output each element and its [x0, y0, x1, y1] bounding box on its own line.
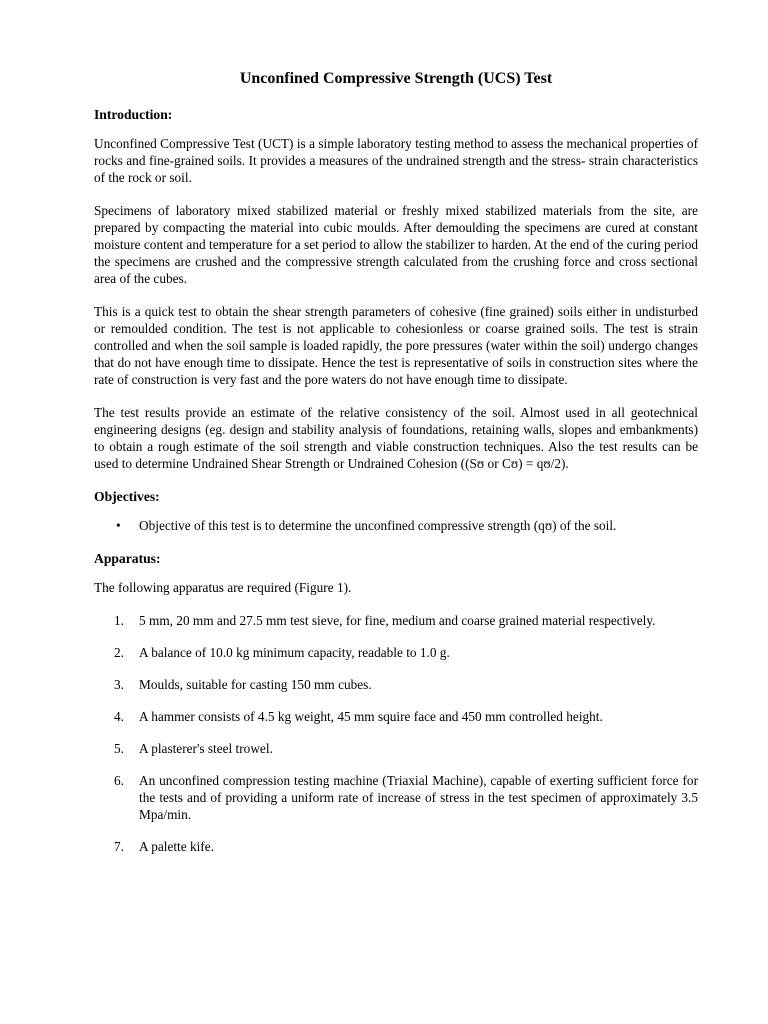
- apparatus-item-text: A hammer consists of 4.5 kg weight, 45 mm squire face and 450 mm controlled height.: [139, 709, 603, 724]
- document-title: Unconfined Compressive Strength (UCS) Test: [239, 70, 553, 87]
- apparatus-item: [94, 708, 698, 725]
- introduction-paragraph-3: This is a quick test to obtain the shear strength parameters of cohesive (fine grained) soils either in undisturbed or remoulded condition. The test is not applicable to cohesionless or coarse grained soils. The test is strain controlled and when the soil sample is loaded rapidly, the pore pressures (water within the soil) undergo changes that do not have enough time to dissipate. Hence the test is representative of soils in construction sites where the rate of construction is very fast and the pore waters do not have enough time to dissipate.: [94, 304, 698, 387]
- apparatus-item-number: 7.: [114, 839, 124, 854]
- apparatus-item-number: 1.: [114, 613, 124, 628]
- apparatus-item-text: Moulds, suitable for casting 150 mm cubes.: [139, 677, 372, 692]
- apparatus-item: [94, 612, 698, 629]
- apparatus-item-number: 5.: [114, 741, 124, 756]
- objectives-heading: Objectives:: [94, 489, 160, 504]
- apparatus-item-text: A balance of 10.0 kg minimum capacity, readable to 1.0 g.: [139, 645, 450, 660]
- document-page: [94, 68, 698, 870]
- apparatus-item-text: An unconfined compression testing machine (Triaxial Machine), capable of exerting sufficient force for the tests and of providing a uniform rate of increase of stress in the test specimen of approximately 3.5 Mpa/min.: [139, 773, 698, 822]
- apparatus-item-number: 2.: [114, 645, 124, 660]
- apparatus-list: [94, 612, 698, 855]
- objective-text: Objective of this test is to determine the unconfined compressive strength (qʊ) of the soil.: [139, 518, 617, 533]
- introduction-paragraph-4: The test results provide an estimate of the relative consistency of the soil. Almost used in all geotechnical engineering designs (eg. design and stability analysis of foundations, retaining walls, slopes and embankments) to obtain a rough estimate of the soil strength and viable construction techniques. Also the test results can be used to determine Undrained Shear Strength or Undrained Cohesion ((Sʊ or Cʊ) = qʊ/2).: [94, 405, 698, 471]
- apparatus-item: [94, 676, 698, 693]
- apparatus-heading: Apparatus:: [94, 551, 161, 566]
- introduction-heading: Introduction:: [94, 107, 173, 122]
- introduction-paragraph-2: Specimens of laboratory mixed stabilized material or freshly mixed stabilized materials from the site, are prepared by compacting the material into cubic moulds. After demoulding the specimens are cured at constant moisture content and temperature for a set period to allow the stabilizer to harden. At the end of the curing period the specimens are crushed and the compressive strength calculated from the crushing force and cross sectional area of the cubes.: [94, 203, 698, 286]
- objective-item: [94, 517, 698, 534]
- apparatus-item: [94, 644, 698, 661]
- apparatus-item-text: A plasterer's steel trowel.: [139, 741, 273, 756]
- apparatus-item-number: 6.: [114, 773, 124, 788]
- apparatus-item-number: 3.: [114, 677, 124, 692]
- apparatus-item: [94, 740, 698, 757]
- bullet-icon: •: [116, 518, 121, 533]
- apparatus-item: [94, 838, 698, 855]
- apparatus-item-text: 5 mm, 20 mm and 27.5 mm test sieve, for fine, medium and coarse grained material respectively.: [139, 613, 656, 628]
- objectives-list: [94, 517, 698, 534]
- apparatus-item-number: 4.: [114, 709, 124, 724]
- apparatus-item-text: A palette kife.: [139, 839, 214, 854]
- apparatus-item: [94, 772, 698, 823]
- apparatus-intro: The following apparatus are required (Figure 1).: [94, 580, 352, 595]
- introduction-paragraph-1: Unconfined Compressive Test (UCT) is a simple laboratory testing method to assess the mechanical properties of rocks and fine-grained soils. It provides a measures of the undrained strength and the stress- strain characteristics of the rock or soil.: [94, 136, 698, 185]
